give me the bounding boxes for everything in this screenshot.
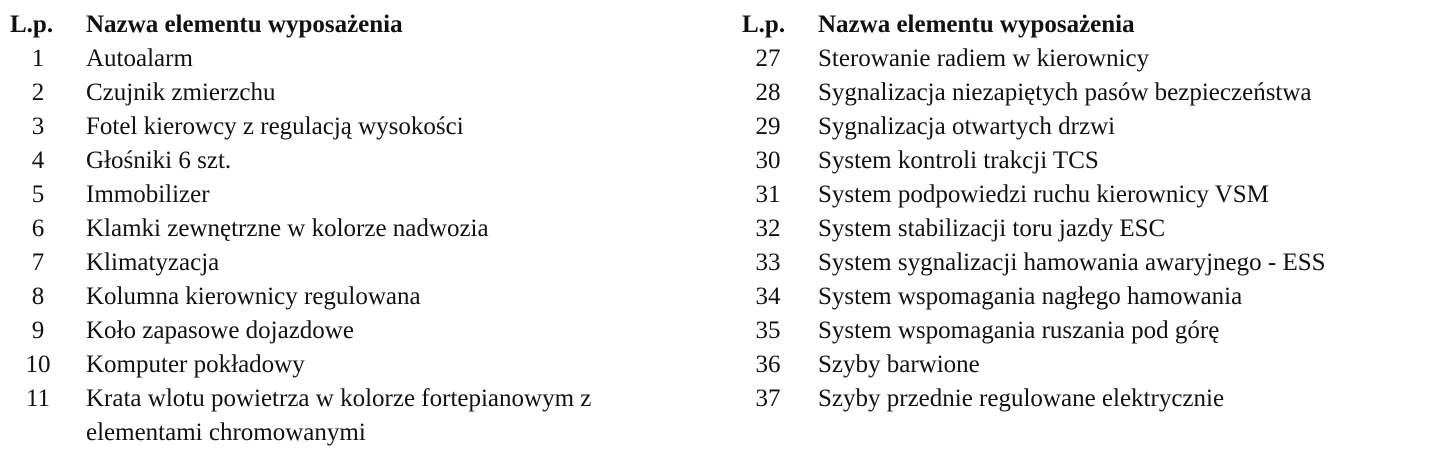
row-number: 30 (755, 147, 781, 174)
column-header-lp: L.p. (742, 11, 786, 38)
row-number: 36 (755, 351, 781, 378)
row-name: Komputer pokładowy (86, 351, 305, 378)
table-row (10, 110, 710, 144)
row-name: Klimatyzacja (86, 249, 220, 276)
table-row (10, 348, 710, 382)
row-name: Krata wlotu powietrza w kolorze fortepianowym z (86, 385, 592, 412)
row-number: 28 (755, 79, 781, 106)
table-row (742, 348, 1432, 382)
table-row (10, 314, 710, 348)
row-number: 9 (31, 317, 45, 344)
column-header-lp: L.p. (10, 11, 54, 38)
row-name: Autoalarm (86, 45, 193, 72)
row-name: Sygnalizacja otwartych drzwi (818, 113, 1116, 140)
row-number: 37 (755, 385, 781, 412)
table-header (742, 8, 1432, 42)
row-number: 32 (755, 215, 781, 242)
row-number: 34 (755, 283, 781, 310)
table-row (10, 212, 710, 246)
table-header (10, 8, 710, 42)
table-row (742, 110, 1432, 144)
row-number: 10 (25, 351, 51, 378)
row-number: 7 (31, 249, 45, 276)
equipment-table-right (742, 8, 1432, 416)
row-name: Czujnik zmierzchu (86, 79, 276, 106)
table-row (10, 144, 710, 178)
row-name: Kolumna kierownicy regulowana (86, 283, 421, 310)
table-row (742, 42, 1432, 76)
row-name: System kontroli trakcji TCS (818, 147, 1099, 174)
row-name: System wspomagania ruszania pod górę (818, 317, 1220, 344)
table-row (742, 178, 1432, 212)
row-number: 3 (31, 113, 45, 140)
equipment-table-left (10, 8, 710, 450)
row-name: Sygnalizacja niezapiętych pasów bezpieczeństwa (818, 79, 1312, 106)
row-name: Sterowanie radiem w kierownicy (818, 45, 1150, 72)
table-row (10, 178, 710, 212)
row-number: 27 (755, 45, 781, 72)
table-row (10, 382, 710, 416)
row-name: Głośniki 6 szt. (86, 147, 232, 174)
row-name: Szyby barwione (818, 351, 980, 378)
row-number: 33 (755, 249, 781, 276)
row-number: 11 (25, 385, 51, 412)
row-number: 4 (31, 147, 45, 174)
row-number: 5 (31, 181, 45, 208)
row-number: 6 (31, 215, 45, 242)
row-name: Fotel kierowcy z regulacją wysokości (86, 113, 464, 140)
row-number: 2 (31, 79, 45, 106)
table-row (742, 382, 1432, 416)
row-number: 29 (755, 113, 781, 140)
row-number: 1 (31, 45, 45, 72)
table-row (742, 246, 1432, 280)
row-number: 8 (31, 283, 45, 310)
row-name: System wspomagania nagłego hamowania (818, 283, 1243, 310)
column-header-name: Nazwa elementu wyposażenia (86, 11, 403, 38)
row-number: 35 (755, 317, 781, 344)
table-row (742, 144, 1432, 178)
table-row (742, 76, 1432, 110)
table-row (10, 42, 710, 76)
table-row (742, 212, 1432, 246)
table-row (10, 76, 710, 110)
row-name: System stabilizacji toru jazdy ESC (818, 215, 1166, 242)
table-row (742, 280, 1432, 314)
table-row (10, 246, 710, 280)
row-name: Immobilizer (86, 181, 210, 208)
row-name: Klamki zewnętrzne w kolorze nadwozia (86, 215, 489, 242)
row-name-continuation: elementami chromowanymi (86, 419, 366, 446)
table-row-continuation (10, 416, 710, 450)
row-name: System sygnalizacji hamowania awaryjnego - ESS (818, 249, 1326, 276)
column-header-name: Nazwa elementu wyposażenia (818, 11, 1135, 38)
table-row (742, 314, 1432, 348)
row-name: Koło zapasowe dojazdowe (86, 317, 354, 344)
row-name: Szyby przednie regulowane elektrycznie (818, 385, 1225, 412)
row-name: System podpowiedzi ruchu kierownicy VSM (818, 181, 1269, 208)
row-number: 31 (755, 181, 781, 208)
table-row (10, 280, 710, 314)
